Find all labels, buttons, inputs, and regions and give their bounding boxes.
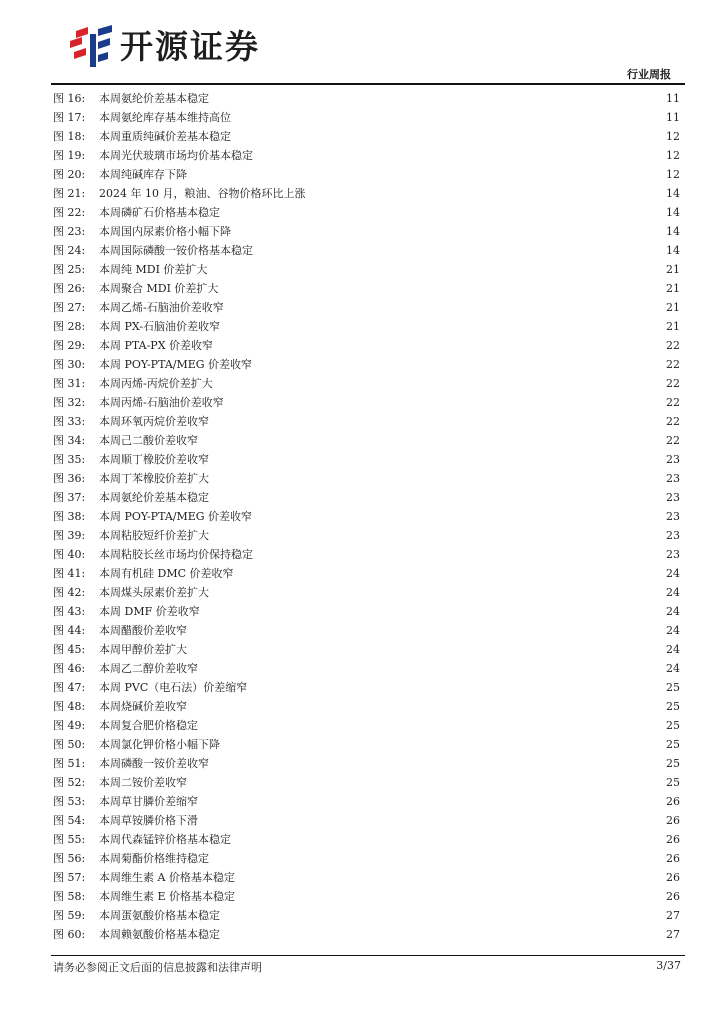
dot-leader	[233, 228, 664, 236]
toc-entry[interactable]	[53, 488, 680, 507]
figure-page-number: 14	[666, 225, 680, 238]
toc-entry[interactable]	[53, 678, 680, 697]
figure-number: 图 17:	[53, 111, 86, 124]
figure-title: 本周煤头尿素价差扩大	[99, 586, 209, 599]
dot-leader	[236, 570, 665, 578]
figure-number: 图 59:	[53, 909, 86, 922]
figure-page-number: 22	[666, 396, 680, 409]
figure-number: 图 19:	[53, 149, 86, 162]
toc-entry[interactable]	[53, 469, 680, 488]
toc-entry[interactable]	[53, 526, 680, 545]
figure-title: 本周草甘膦价差缩窄	[99, 795, 198, 808]
dot-leader	[255, 152, 664, 160]
figure-title: 本周 PX-石脑油价差收窄	[99, 320, 221, 333]
figure-title: 本周顺丁橡胶价差收窄	[99, 453, 209, 466]
dot-leader	[233, 114, 664, 122]
dot-leader	[222, 912, 664, 920]
dot-leader	[200, 437, 664, 445]
toc-entry[interactable]	[53, 89, 680, 108]
figure-page-number: 12	[666, 130, 680, 143]
toc-entry[interactable]	[53, 621, 680, 640]
toc-entry[interactable]	[53, 564, 680, 583]
dot-leader	[222, 741, 664, 749]
toc-entry[interactable]	[53, 317, 680, 336]
logo-text: 开源证券	[120, 27, 260, 66]
figure-title: 本周氨纶库存基本维持高位	[99, 111, 231, 124]
figure-number: 图 32:	[53, 396, 86, 409]
figure-page-number: 22	[666, 434, 680, 447]
dot-leader	[215, 380, 664, 388]
figure-page-number: 22	[666, 377, 680, 390]
toc-entry[interactable]	[53, 868, 680, 887]
figure-page-number: 25	[666, 700, 680, 713]
figure-title: 本周烧碱价差收窄	[99, 700, 187, 713]
toc-entry[interactable]	[53, 279, 680, 298]
figure-number: 图 31:	[53, 377, 86, 390]
figure-number: 图 29:	[53, 339, 86, 352]
figure-page-number: 24	[666, 643, 680, 656]
figure-page-number: 26	[666, 852, 680, 865]
figure-page-number: 21	[666, 282, 680, 295]
figure-page-number: 24	[666, 586, 680, 599]
dot-leader	[189, 779, 664, 787]
figure-number: 图 16:	[53, 92, 86, 105]
toc-entry[interactable]	[53, 906, 680, 925]
dot-leader	[307, 190, 664, 198]
report-type: 行业周报	[627, 68, 671, 81]
figure-page-number: 22	[666, 415, 680, 428]
toc-entry[interactable]	[53, 583, 680, 602]
figure-page-number: 23	[666, 472, 680, 485]
figure-number: 图 46:	[53, 662, 86, 675]
figure-number: 图 28:	[53, 320, 86, 333]
figure-page-number: 25	[666, 738, 680, 751]
dot-leader	[237, 874, 664, 882]
toc-entry[interactable]	[53, 659, 680, 678]
dot-leader	[211, 475, 664, 483]
figure-page-number: 23	[666, 453, 680, 466]
toc-entry[interactable]	[53, 697, 680, 716]
figure-title: 本周乙二醇价差收窄	[99, 662, 198, 675]
toc-entry[interactable]	[53, 925, 680, 944]
figure-number: 图 35:	[53, 453, 86, 466]
toc-entry[interactable]	[53, 241, 680, 260]
dot-leader	[249, 684, 664, 692]
figure-title: 本周菊酯价格维持稳定	[99, 852, 209, 865]
dot-leader	[189, 703, 664, 711]
dot-leader	[237, 893, 664, 901]
figure-number: 图 55:	[53, 833, 86, 846]
figure-page-number: 21	[666, 320, 680, 333]
toc-entry[interactable]	[53, 811, 680, 830]
toc-entry[interactable]	[53, 716, 680, 735]
page-number: 3/37	[656, 959, 681, 972]
toc-entry[interactable]	[53, 298, 680, 317]
toc-entry[interactable]	[53, 849, 680, 868]
figure-page-number: 21	[666, 301, 680, 314]
figure-number: 图 60:	[53, 928, 86, 941]
dot-leader	[200, 722, 664, 730]
figure-number: 图 53:	[53, 795, 86, 808]
figure-number: 图 27:	[53, 301, 86, 314]
toc-entry[interactable]	[53, 545, 680, 564]
figure-title: 本周国际磷酸一铵价格基本稳定	[99, 244, 253, 257]
toc-entry[interactable]	[53, 735, 680, 754]
figure-number: 图 23:	[53, 225, 86, 238]
dot-leader	[226, 304, 664, 312]
figure-title: 本周丙烯-石脑油价差收窄	[99, 396, 224, 409]
figure-title: 本周重质纯碱价差基本稳定	[99, 130, 231, 143]
dot-leader	[211, 532, 664, 540]
figure-page-number: 12	[666, 149, 680, 162]
figure-title: 本周己二酸价差收窄	[99, 434, 198, 447]
figure-title: 本周纯 MDI 价差扩大	[99, 263, 208, 276]
toc-entry[interactable]	[53, 754, 680, 773]
figure-page-number: 14	[666, 244, 680, 257]
figure-title: 本周聚合 MDI 价差扩大	[99, 282, 219, 295]
dot-leader	[233, 133, 664, 141]
dot-leader	[254, 513, 664, 521]
footer-disclaimer: 请务必参阅正文后面的信息披露和法律声明	[53, 961, 262, 974]
dot-leader	[211, 855, 664, 863]
figure-number: 图 58:	[53, 890, 86, 903]
figure-page-number: 27	[666, 909, 680, 922]
toc-entry[interactable]	[53, 108, 680, 127]
figure-title: 本周草铵膦价格下滑	[99, 814, 198, 827]
figure-number: 图 36:	[53, 472, 86, 485]
figure-title: 本周丙烯-丙烷价差扩大	[99, 377, 213, 390]
toc-entry[interactable]	[53, 393, 680, 412]
figure-page-number: 21	[666, 263, 680, 276]
figure-title: 本周甲醇价差扩大	[99, 643, 187, 656]
toc-entry[interactable]	[53, 412, 680, 431]
figure-title: 本周赖氨酸价格基本稳定	[99, 928, 220, 941]
figure-number: 图 22:	[53, 206, 86, 219]
figure-page-number: 14	[666, 206, 680, 219]
dot-leader	[255, 551, 664, 559]
figure-number: 图 45:	[53, 643, 86, 656]
toc-entry[interactable]	[53, 127, 680, 146]
figure-index	[53, 89, 680, 944]
figure-title: 本周 PTA-PX 价差收窄	[99, 339, 214, 352]
toc-entry[interactable]	[53, 184, 680, 203]
figure-number: 图 37:	[53, 491, 86, 504]
figure-number: 图 52:	[53, 776, 86, 789]
figure-number: 图 18:	[53, 130, 86, 143]
toc-entry[interactable]	[53, 887, 680, 906]
figure-title: 本周纯碱库存下降	[99, 168, 187, 181]
figure-title: 本周磷矿石价格基本稳定	[99, 206, 220, 219]
figure-title: 本周磷酸一铵价差收窄	[99, 757, 209, 770]
figure-page-number: 11	[666, 92, 680, 105]
figure-page-number: 23	[666, 529, 680, 542]
toc-entry[interactable]	[53, 830, 680, 849]
toc-entry[interactable]	[53, 336, 680, 355]
figure-number: 图 26:	[53, 282, 86, 295]
dot-leader	[222, 209, 664, 217]
figure-page-number: 14	[666, 187, 680, 200]
toc-entry[interactable]	[53, 355, 680, 374]
figure-number: 图 24:	[53, 244, 86, 257]
figure-page-number: 27	[666, 928, 680, 941]
dot-leader	[200, 798, 664, 806]
figure-page-number: 26	[666, 814, 680, 827]
company-logo	[66, 25, 260, 69]
dot-leader	[202, 608, 664, 616]
figure-number: 图 57:	[53, 871, 86, 884]
figure-page-number: 25	[666, 719, 680, 732]
dot-leader	[211, 456, 664, 464]
dot-leader	[211, 418, 664, 426]
toc-entry[interactable]	[53, 792, 680, 811]
figure-title: 本周丁苯橡胶价差扩大	[99, 472, 209, 485]
dot-leader	[189, 627, 664, 635]
figure-page-number: 24	[666, 567, 680, 580]
kaiyuan-logo-icon	[66, 25, 116, 69]
figure-number: 图 50:	[53, 738, 86, 751]
figure-number: 图 25:	[53, 263, 86, 276]
dot-leader	[255, 247, 664, 255]
figure-page-number: 24	[666, 662, 680, 675]
figure-title: 本周氨纶价差基本稳定	[99, 491, 209, 504]
figure-number: 图 42:	[53, 586, 86, 599]
figure-title: 本周复合肥价格稳定	[99, 719, 198, 732]
figure-title: 2024 年 10 月，粮油、谷物价格环比上涨	[99, 187, 306, 200]
figure-number: 图 56:	[53, 852, 86, 865]
figure-title: 本周蛋氨酸价格基本稳定	[99, 909, 220, 922]
dot-leader	[211, 589, 664, 597]
figure-title: 本周 PVC（电石法）价差缩窄	[99, 681, 248, 694]
figure-number: 图 21:	[53, 187, 86, 200]
figure-number: 图 49:	[53, 719, 86, 732]
figure-page-number: 24	[666, 624, 680, 637]
dot-leader	[211, 95, 664, 103]
dot-leader	[215, 342, 664, 350]
figure-title: 本周维生素 E 价格基本稳定	[99, 890, 236, 903]
dot-leader	[200, 665, 664, 673]
dot-leader	[233, 836, 664, 844]
dot-leader	[189, 171, 664, 179]
figure-page-number: 26	[666, 795, 680, 808]
figure-title: 本周环氧丙烷价差收窄	[99, 415, 209, 428]
toc-entry[interactable]	[53, 431, 680, 450]
figure-number: 图 38:	[53, 510, 86, 523]
dot-leader	[222, 323, 664, 331]
figure-title: 本周乙烯-石脑油价差收窄	[99, 301, 224, 314]
figure-page-number: 23	[666, 491, 680, 504]
header-divider	[51, 83, 685, 85]
figure-page-number: 24	[666, 605, 680, 618]
toc-entry[interactable]	[53, 222, 680, 241]
figure-title: 本周维生素 A 价格基本稳定	[99, 871, 235, 884]
toc-entry[interactable]	[53, 602, 680, 621]
dot-leader	[226, 399, 664, 407]
figure-page-number: 25	[666, 776, 680, 789]
figure-title: 本周粘胶短纤价差扩大	[99, 529, 209, 542]
figure-title: 本周 POY-PTA/MEG 价差收窄	[99, 510, 253, 523]
figure-title: 本周 DMF 价差收窄	[99, 605, 200, 618]
dot-leader	[209, 266, 664, 274]
toc-entry[interactable]	[53, 773, 680, 792]
figure-number: 图 44:	[53, 624, 86, 637]
figure-page-number: 11	[666, 111, 680, 124]
dot-leader	[189, 646, 664, 654]
dot-leader	[222, 931, 664, 939]
figure-number: 图 41:	[53, 567, 86, 580]
dot-leader	[211, 494, 664, 502]
figure-title: 本周氯化钾价格小幅下降	[99, 738, 220, 751]
toc-entry[interactable]	[53, 374, 680, 393]
figure-page-number: 26	[666, 833, 680, 846]
toc-entry[interactable]	[53, 260, 680, 279]
dot-leader	[254, 361, 664, 369]
figure-number: 图 43:	[53, 605, 86, 618]
figure-title: 本周粘胶长丝市场均价保持稳定	[99, 548, 253, 561]
figure-page-number: 26	[666, 890, 680, 903]
dot-leader	[211, 760, 664, 768]
figure-number: 图 48:	[53, 700, 86, 713]
figure-title: 本周国内尿素价格小幅下降	[99, 225, 231, 238]
figure-number: 图 33:	[53, 415, 86, 428]
figure-page-number: 12	[666, 168, 680, 181]
figure-number: 图 34:	[53, 434, 86, 447]
figure-page-number: 23	[666, 510, 680, 523]
toc-entry[interactable]	[53, 146, 680, 165]
toc-entry[interactable]	[53, 507, 680, 526]
toc-entry[interactable]	[53, 203, 680, 222]
figure-number: 图 47:	[53, 681, 86, 694]
toc-entry[interactable]	[53, 640, 680, 659]
figure-number: 图 40:	[53, 548, 86, 561]
figure-title: 本周二铵价差收窄	[99, 776, 187, 789]
figure-title: 本周氨纶价差基本稳定	[99, 92, 209, 105]
figure-page-number: 26	[666, 871, 680, 884]
figure-number: 图 54:	[53, 814, 86, 827]
figure-title: 本周光伏玻璃市场均价基本稳定	[99, 149, 253, 162]
toc-entry[interactable]	[53, 450, 680, 469]
figure-page-number: 22	[666, 339, 680, 352]
figure-page-number: 23	[666, 548, 680, 561]
figure-title: 本周 POY-PTA/MEG 价差收窄	[99, 358, 253, 371]
footer-divider	[51, 955, 685, 956]
dot-leader	[200, 817, 664, 825]
figure-page-number: 25	[666, 757, 680, 770]
figure-number: 图 51:	[53, 757, 86, 770]
figure-title: 本周醋酸价差收窄	[99, 624, 187, 637]
figure-page-number: 25	[666, 681, 680, 694]
figure-number: 图 30:	[53, 358, 86, 371]
figure-title: 本周代森锰锌价格基本稳定	[99, 833, 231, 846]
dot-leader	[220, 285, 664, 293]
toc-entry[interactable]	[53, 165, 680, 184]
figure-title: 本周有机硅 DMC 价差收窄	[99, 567, 234, 580]
figure-number: 图 20:	[53, 168, 86, 181]
figure-page-number: 22	[666, 358, 680, 371]
figure-number: 图 39:	[53, 529, 86, 542]
